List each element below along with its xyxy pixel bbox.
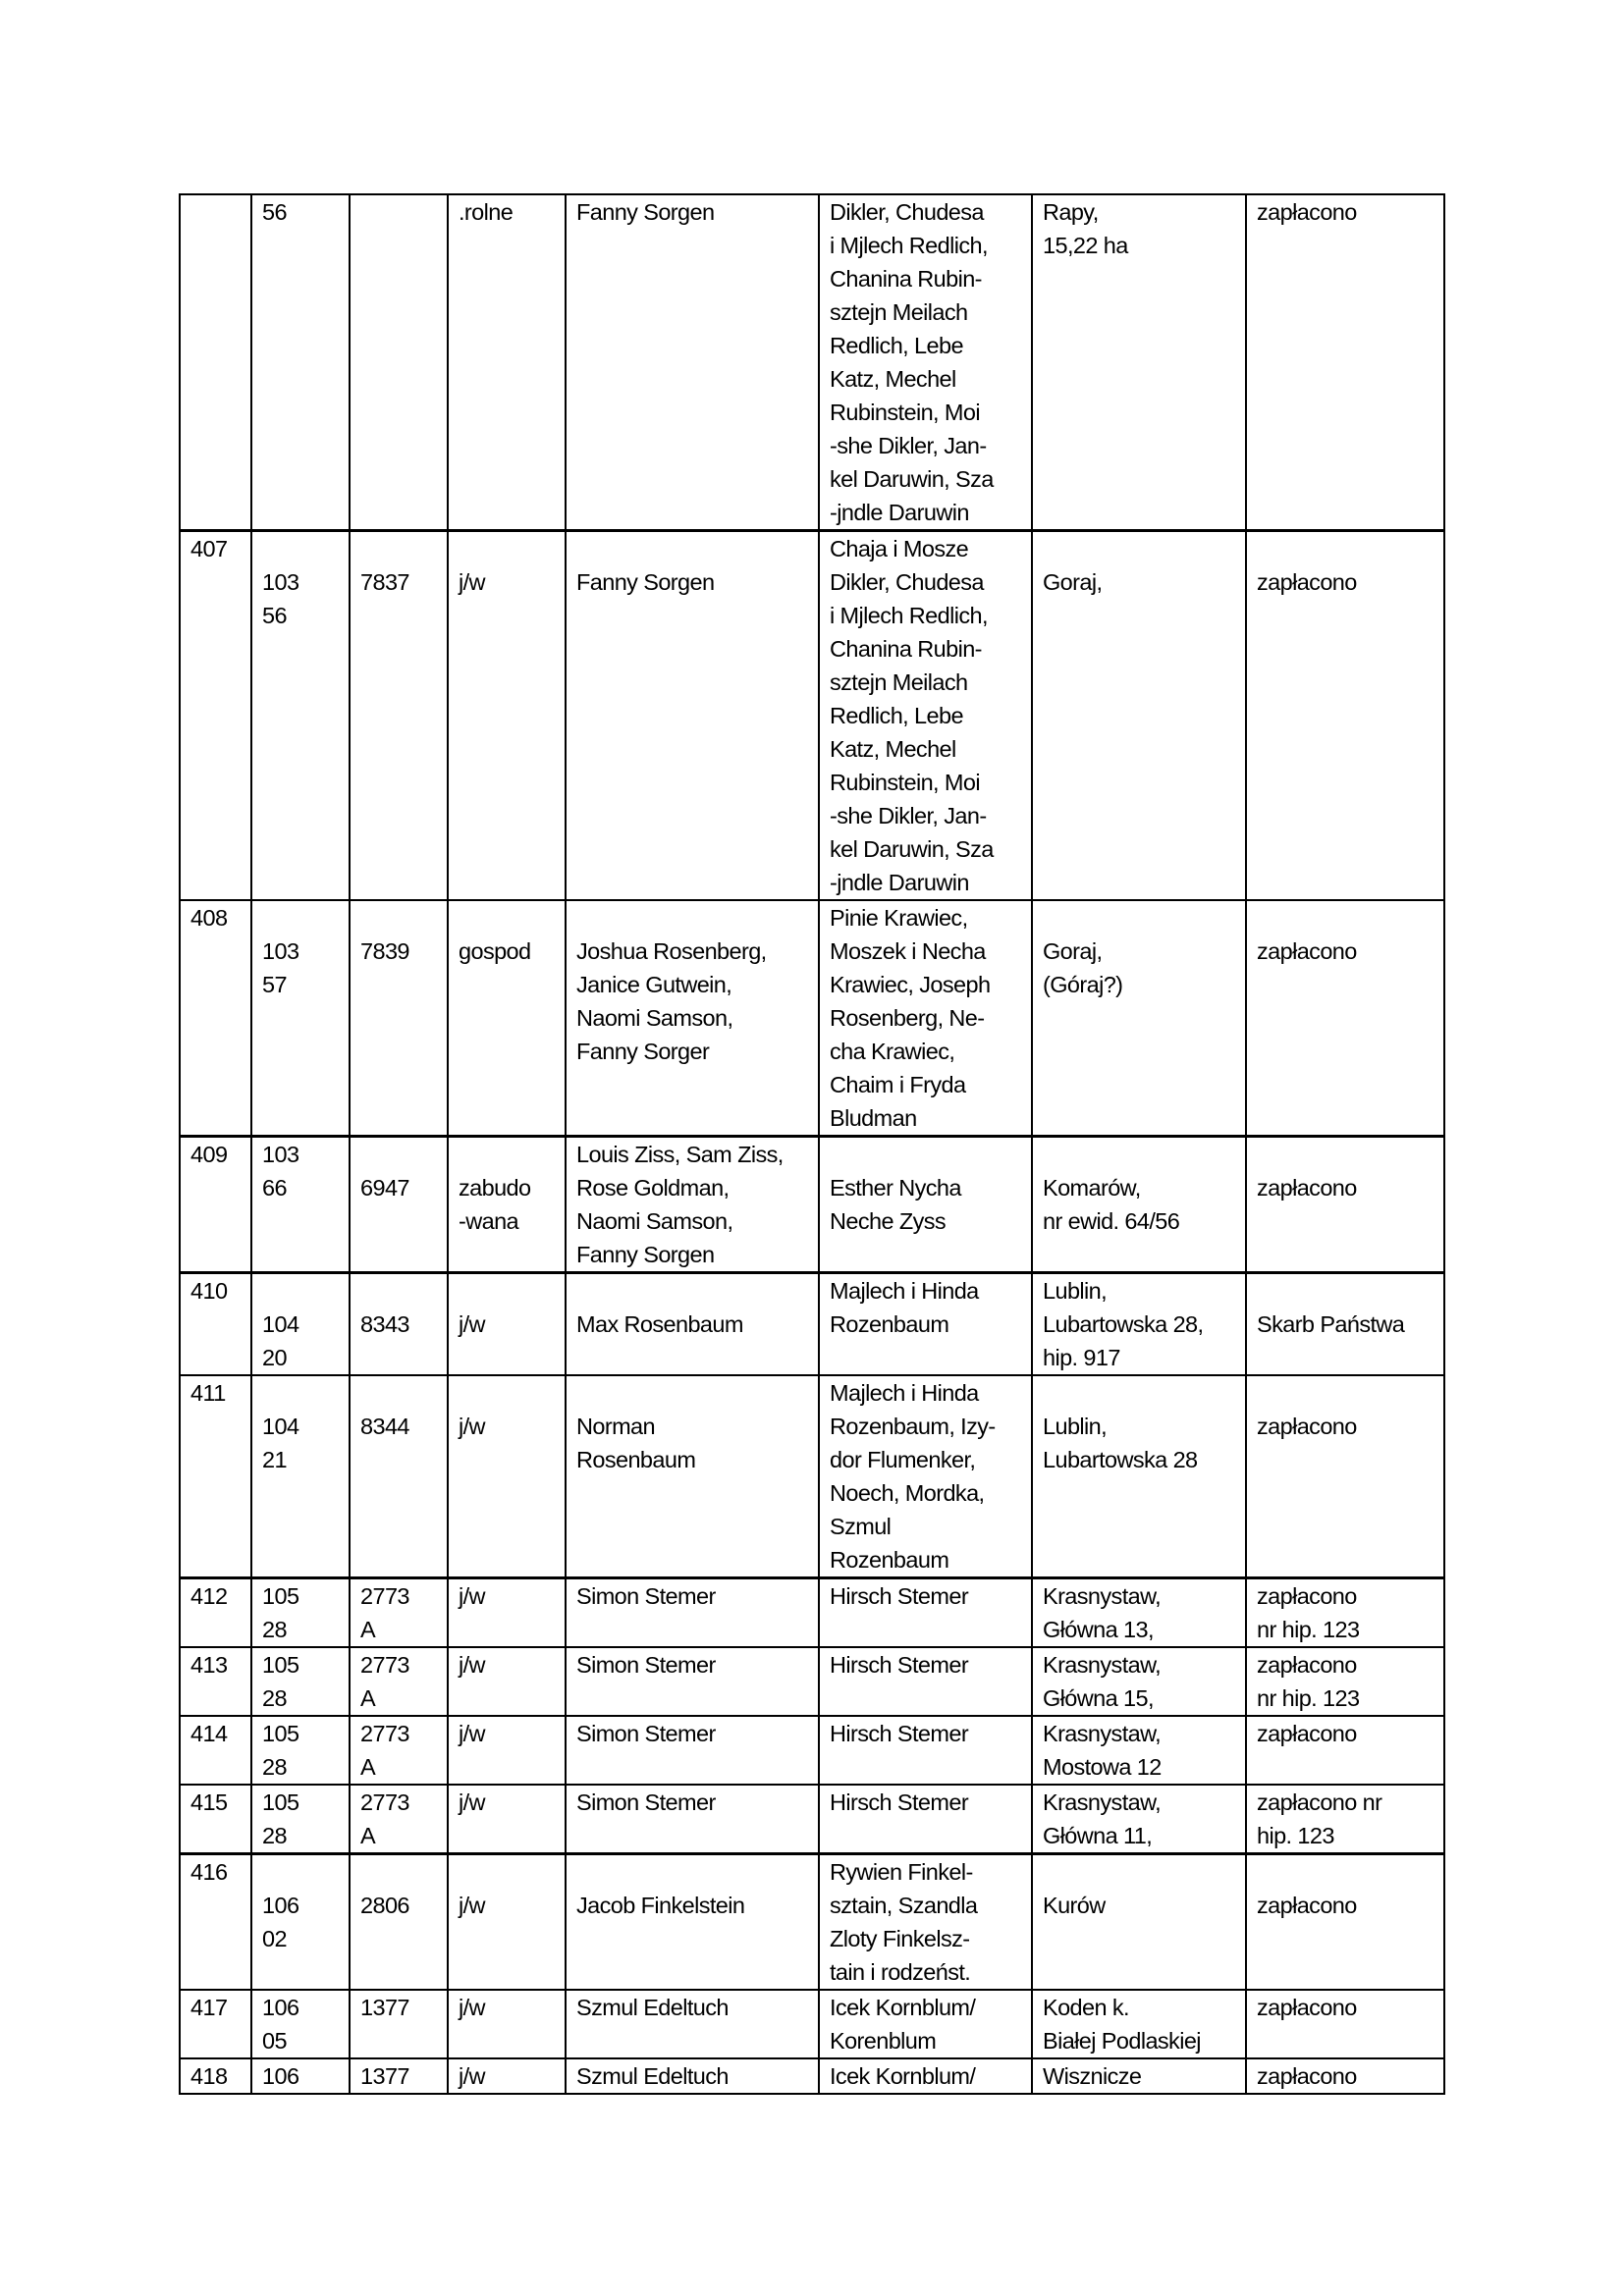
cell-former-owners bbox=[819, 194, 1032, 531]
cell-former-owners-text: Hirsch Stemer bbox=[830, 1652, 969, 1678]
cell-number bbox=[350, 1375, 448, 1578]
cell-claimant-text: Joshua Rosenberg, Janice Gutwein, Naomi Samson, Fanny Sorger bbox=[576, 938, 767, 1064]
cell-claimant-text: Fanny Sorgen bbox=[576, 569, 715, 595]
cell-reference bbox=[251, 1375, 350, 1578]
cell-reference bbox=[251, 1716, 350, 1785]
cell-claimant bbox=[566, 1273, 819, 1376]
cell-number bbox=[350, 1137, 448, 1273]
cell-former-owners bbox=[819, 1854, 1032, 1991]
cell-location bbox=[1032, 1716, 1246, 1785]
cell-number-text: 2773 A bbox=[360, 1652, 409, 1711]
cell-location-text: Goraj, (Góraj?) bbox=[1043, 938, 1123, 997]
cell-former-owners bbox=[819, 900, 1032, 1137]
cell-former-owners bbox=[819, 1375, 1032, 1578]
cell-record-number-text: 417 bbox=[190, 1995, 228, 2020]
cell-status bbox=[1246, 1647, 1444, 1716]
cell-reference-text: 105 28 bbox=[262, 1583, 299, 1642]
cell-number bbox=[350, 2058, 448, 2094]
cell-property-type-text: j/w bbox=[459, 1893, 485, 1918]
table-row bbox=[180, 900, 1444, 1137]
cell-property-type-text: j/w bbox=[459, 1789, 485, 1815]
cell-record-number bbox=[180, 900, 251, 1137]
cell-record-number bbox=[180, 194, 251, 531]
cell-reference-text: 104 21 bbox=[262, 1414, 299, 1472]
table-row bbox=[180, 1990, 1444, 2058]
table-row bbox=[180, 194, 1444, 531]
cell-number-text: 2773 A bbox=[360, 1789, 409, 1848]
cell-property-type bbox=[448, 1647, 566, 1716]
cell-status-text: zapłacono bbox=[1257, 1414, 1357, 1439]
cell-status bbox=[1246, 1785, 1444, 1854]
cell-location bbox=[1032, 1578, 1246, 1648]
cell-property-type-text: j/w bbox=[459, 1995, 485, 2020]
records-table bbox=[179, 193, 1445, 2095]
cell-status bbox=[1246, 1854, 1444, 1991]
cell-record-number-text: 415 bbox=[190, 1789, 228, 1815]
records-table-body bbox=[180, 194, 1444, 2094]
cell-claimant bbox=[566, 900, 819, 1137]
cell-reference bbox=[251, 1578, 350, 1648]
cell-number-text: 2773 A bbox=[360, 1583, 409, 1642]
cell-claimant-text: Norman Rosenbaum bbox=[576, 1414, 696, 1472]
cell-number bbox=[350, 1578, 448, 1648]
table-row bbox=[180, 1375, 1444, 1578]
cell-reference bbox=[251, 1990, 350, 2058]
cell-claimant bbox=[566, 1854, 819, 1991]
cell-reference-text: 106 02 bbox=[262, 1893, 299, 1951]
table-row bbox=[180, 1854, 1444, 1991]
cell-reference-text: 56 bbox=[262, 199, 287, 225]
cell-claimant-text: Simon Stemer bbox=[576, 1721, 716, 1746]
cell-property-type-text: .rolne bbox=[459, 199, 514, 225]
table-row bbox=[180, 1578, 1444, 1648]
cell-record-number-text: 418 bbox=[190, 2063, 228, 2089]
cell-property-type-text: j/w bbox=[459, 569, 485, 595]
cell-status-text: zapłacono bbox=[1257, 569, 1357, 595]
cell-location-text: Krasnystaw, Główna 13, bbox=[1043, 1583, 1162, 1642]
cell-number bbox=[350, 1785, 448, 1854]
cell-status bbox=[1246, 1716, 1444, 1785]
cell-former-owners-text: Majlech i Hinda Rozenbaum, Izy- dor Flumenker, Noech, Mordka, Szmul Rozenbaum bbox=[830, 1380, 996, 1573]
cell-location-text: Koden k. Białej Podlaskiej bbox=[1043, 1995, 1201, 2054]
cell-reference bbox=[251, 1273, 350, 1376]
cell-status bbox=[1246, 1273, 1444, 1376]
cell-claimant bbox=[566, 194, 819, 531]
cell-former-owners bbox=[819, 1647, 1032, 1716]
cell-location-text: Rapy, 15,22 ha bbox=[1043, 199, 1128, 258]
cell-property-type bbox=[448, 531, 566, 901]
cell-property-type bbox=[448, 1785, 566, 1854]
cell-record-number bbox=[180, 1375, 251, 1578]
cell-record-number-text: 414 bbox=[190, 1721, 228, 1746]
cell-reference-text: 106 05 bbox=[262, 1995, 299, 2054]
cell-claimant-text: Max Rosenbaum bbox=[576, 1311, 743, 1337]
cell-status-text: zapłacono bbox=[1257, 1995, 1357, 2020]
cell-status bbox=[1246, 1990, 1444, 2058]
table-row bbox=[180, 1273, 1444, 1376]
cell-claimant-text: Fanny Sorgen bbox=[576, 199, 715, 225]
cell-reference bbox=[251, 1785, 350, 1854]
cell-record-number bbox=[180, 1578, 251, 1648]
cell-status bbox=[1246, 2058, 1444, 2094]
cell-location bbox=[1032, 1647, 1246, 1716]
cell-number bbox=[350, 900, 448, 1137]
cell-reference bbox=[251, 900, 350, 1137]
cell-claimant bbox=[566, 2058, 819, 2094]
cell-status-text: Skarb Państwa bbox=[1257, 1311, 1405, 1337]
cell-claimant-text: Simon Stemer bbox=[576, 1583, 716, 1609]
cell-number-text: 1377 bbox=[360, 1995, 409, 2020]
cell-claimant-text: Louis Ziss, Sam Ziss, Rose Goldman, Naomi Samson, Fanny Sorgen bbox=[576, 1142, 784, 1267]
cell-number bbox=[350, 194, 448, 531]
cell-status-text: zapłacono bbox=[1257, 2063, 1357, 2089]
cell-record-number-text: 409 bbox=[190, 1142, 228, 1167]
cell-number bbox=[350, 1273, 448, 1376]
cell-number bbox=[350, 531, 448, 901]
cell-former-owners bbox=[819, 1785, 1032, 1854]
cell-claimant-text: Simon Stemer bbox=[576, 1789, 716, 1815]
cell-reference-text: 105 28 bbox=[262, 1721, 299, 1780]
cell-record-number-text: 411 bbox=[190, 1380, 226, 1406]
cell-claimant-text: Szmul Edeltuch bbox=[576, 1995, 729, 2020]
cell-reference-text: 106 bbox=[262, 2063, 299, 2089]
cell-record-number bbox=[180, 1137, 251, 1273]
cell-reference-text: 103 56 bbox=[262, 569, 299, 628]
cell-former-owners-text: Esther Nycha Neche Zyss bbox=[830, 1175, 961, 1234]
cell-former-owners-text: Rywien Finkel- sztain, Szandla Zloty Finkelsz- tain i rodzeńst. bbox=[830, 1859, 978, 1985]
cell-former-owners-text: Icek Kornblum/ bbox=[830, 2063, 976, 2089]
cell-record-number-text: 413 bbox=[190, 1652, 228, 1678]
cell-reference-text: 104 20 bbox=[262, 1311, 299, 1370]
cell-location bbox=[1032, 1785, 1246, 1854]
cell-claimant-text: Jacob Finkelstein bbox=[576, 1893, 745, 1918]
cell-property-type-text: j/w bbox=[459, 1583, 485, 1609]
cell-former-owners bbox=[819, 1716, 1032, 1785]
cell-status-text: zapłacono bbox=[1257, 938, 1357, 964]
cell-location-text: Krasnystaw, Główna 15, bbox=[1043, 1652, 1162, 1711]
cell-property-type bbox=[448, 1990, 566, 2058]
cell-property-type bbox=[448, 1375, 566, 1578]
cell-property-type-text: zabudo -wana bbox=[459, 1175, 531, 1234]
cell-former-owners bbox=[819, 1990, 1032, 2058]
table-row bbox=[180, 531, 1444, 901]
cell-claimant bbox=[566, 1990, 819, 2058]
cell-former-owners bbox=[819, 1578, 1032, 1648]
table-row bbox=[180, 2058, 1444, 2094]
cell-number-text: 8343 bbox=[360, 1311, 409, 1337]
cell-location bbox=[1032, 1137, 1246, 1273]
cell-property-type-text: j/w bbox=[459, 1721, 485, 1746]
cell-number bbox=[350, 1716, 448, 1785]
cell-former-owners bbox=[819, 1137, 1032, 1273]
cell-record-number bbox=[180, 1716, 251, 1785]
cell-number-text: 2773 A bbox=[360, 1721, 409, 1780]
cell-former-owners-text: Hirsch Stemer bbox=[830, 1789, 969, 1815]
cell-status bbox=[1246, 1578, 1444, 1648]
cell-status-text: zapłacono nr hip. 123 bbox=[1257, 1583, 1360, 1642]
cell-number-text: 7837 bbox=[360, 569, 409, 595]
table-row bbox=[180, 1647, 1444, 1716]
cell-reference bbox=[251, 1137, 350, 1273]
cell-location-text: Komarów, nr ewid. 64/56 bbox=[1043, 1175, 1180, 1234]
cell-status bbox=[1246, 900, 1444, 1137]
cell-status-text: zapłacono bbox=[1257, 1721, 1357, 1746]
cell-location bbox=[1032, 1854, 1246, 1991]
cell-former-owners-text: Hirsch Stemer bbox=[830, 1721, 969, 1746]
cell-status-text: zapłacono nr hip. 123 bbox=[1257, 1652, 1360, 1711]
cell-number bbox=[350, 1990, 448, 2058]
cell-reference bbox=[251, 2058, 350, 2094]
cell-property-type bbox=[448, 1854, 566, 1991]
cell-claimant bbox=[566, 1137, 819, 1273]
cell-number-text: 7839 bbox=[360, 938, 409, 964]
cell-claimant-text: Szmul Edeltuch bbox=[576, 2063, 729, 2089]
cell-number-text: 8344 bbox=[360, 1414, 409, 1439]
cell-former-owners-text: Pinie Krawiec, Moszek i Necha Krawiec, Joseph Rosenberg, Ne- cha Krawiec, Chaim i Fryda Bludman bbox=[830, 905, 991, 1131]
cell-status-text: zapłacono bbox=[1257, 199, 1357, 225]
cell-former-owners-text: Dikler, Chudesa i Mjlech Redlich, Chanina Rubin- sztejn Meilach Redlich, Lebe Katz, Mechel Rubinstein, Moi -she Dikler, Jan- kel Daruwin, Sza -jndle Daruwin bbox=[830, 199, 994, 525]
cell-property-type-text: j/w bbox=[459, 1652, 485, 1678]
cell-number bbox=[350, 1854, 448, 1991]
cell-location bbox=[1032, 1990, 1246, 2058]
cell-record-number-text: 408 bbox=[190, 905, 228, 931]
cell-former-owners bbox=[819, 2058, 1032, 2094]
cell-location bbox=[1032, 531, 1246, 901]
cell-record-number-text: 416 bbox=[190, 1859, 228, 1885]
cell-claimant bbox=[566, 1375, 819, 1578]
cell-record-number-text: 410 bbox=[190, 1278, 228, 1304]
cell-number-text: 1377 bbox=[360, 2063, 409, 2089]
cell-reference bbox=[251, 1647, 350, 1716]
cell-location-text: Lublin, Lubartowska 28 bbox=[1043, 1414, 1198, 1472]
cell-property-type bbox=[448, 1273, 566, 1376]
cell-property-type-text: j/w bbox=[459, 1311, 485, 1337]
cell-property-type bbox=[448, 1716, 566, 1785]
cell-location-text: Krasnystaw, Mostowa 12 bbox=[1043, 1721, 1162, 1780]
cell-record-number bbox=[180, 1990, 251, 2058]
cell-former-owners-text: Icek Kornblum/ Korenblum bbox=[830, 1995, 976, 2054]
cell-record-number-text: 412 bbox=[190, 1583, 228, 1609]
cell-reference bbox=[251, 1854, 350, 1991]
cell-former-owners-text: Hirsch Stemer bbox=[830, 1583, 969, 1609]
cell-location-text: Lublin, Lubartowska 28, hip. 917 bbox=[1043, 1278, 1204, 1370]
cell-status bbox=[1246, 1137, 1444, 1273]
cell-location-text: Goraj, bbox=[1043, 569, 1103, 595]
cell-location bbox=[1032, 1273, 1246, 1376]
cell-former-owners-text: Majlech i Hinda Rozenbaum bbox=[830, 1278, 979, 1337]
cell-status-text: zapłacono nr hip. 123 bbox=[1257, 1789, 1382, 1848]
cell-claimant bbox=[566, 1647, 819, 1716]
cell-status bbox=[1246, 194, 1444, 531]
cell-claimant bbox=[566, 1716, 819, 1785]
cell-record-number bbox=[180, 2058, 251, 2094]
cell-former-owners bbox=[819, 1273, 1032, 1376]
cell-number bbox=[350, 1647, 448, 1716]
table-row bbox=[180, 1785, 1444, 1854]
cell-former-owners bbox=[819, 531, 1032, 901]
cell-status-text: zapłacono bbox=[1257, 1893, 1357, 1918]
cell-property-type-text: j/w bbox=[459, 2063, 485, 2089]
cell-property-type-text: gospod bbox=[459, 938, 531, 964]
table-row bbox=[180, 1137, 1444, 1273]
cell-reference-text: 105 28 bbox=[262, 1652, 299, 1711]
cell-status-text: zapłacono bbox=[1257, 1175, 1357, 1201]
cell-location-text: Kurów bbox=[1043, 1893, 1106, 1918]
cell-number-text: 2806 bbox=[360, 1893, 409, 1918]
cell-record-number bbox=[180, 531, 251, 901]
cell-claimant bbox=[566, 1785, 819, 1854]
cell-reference-text: 103 66 bbox=[262, 1142, 299, 1201]
cell-record-number bbox=[180, 1273, 251, 1376]
cell-record-number bbox=[180, 1854, 251, 1991]
table-row bbox=[180, 1716, 1444, 1785]
cell-reference-text: 103 57 bbox=[262, 938, 299, 997]
cell-reference-text: 105 28 bbox=[262, 1789, 299, 1848]
cell-property-type bbox=[448, 900, 566, 1137]
cell-record-number-text: 407 bbox=[190, 536, 228, 561]
cell-reference bbox=[251, 531, 350, 901]
cell-former-owners-text: Chaja i Mosze Dikler, Chudesa i Mjlech Redlich, Chanina Rubin- sztejn Meilach Redlich, Lebe Katz, Mechel Rubinstein, Moi -she Dikler, Jan- kel Daruwin, Sza -jndle Daruwin bbox=[830, 536, 994, 895]
cell-claimant bbox=[566, 1578, 819, 1648]
cell-claimant bbox=[566, 531, 819, 901]
cell-property-type bbox=[448, 1137, 566, 1273]
cell-location bbox=[1032, 1375, 1246, 1578]
cell-reference bbox=[251, 194, 350, 531]
cell-record-number bbox=[180, 1785, 251, 1854]
cell-location bbox=[1032, 194, 1246, 531]
cell-status bbox=[1246, 1375, 1444, 1578]
cell-location-text: Wisznicze bbox=[1043, 2063, 1142, 2089]
cell-property-type-text: j/w bbox=[459, 1414, 485, 1439]
cell-property-type bbox=[448, 194, 566, 531]
cell-location bbox=[1032, 2058, 1246, 2094]
cell-status bbox=[1246, 531, 1444, 901]
cell-property-type bbox=[448, 2058, 566, 2094]
cell-claimant-text: Simon Stemer bbox=[576, 1652, 716, 1678]
cell-number-text: 6947 bbox=[360, 1175, 409, 1201]
cell-location-text: Krasnystaw, Główna 11, bbox=[1043, 1789, 1162, 1848]
cell-property-type bbox=[448, 1578, 566, 1648]
cell-record-number bbox=[180, 1647, 251, 1716]
cell-location bbox=[1032, 900, 1246, 1137]
